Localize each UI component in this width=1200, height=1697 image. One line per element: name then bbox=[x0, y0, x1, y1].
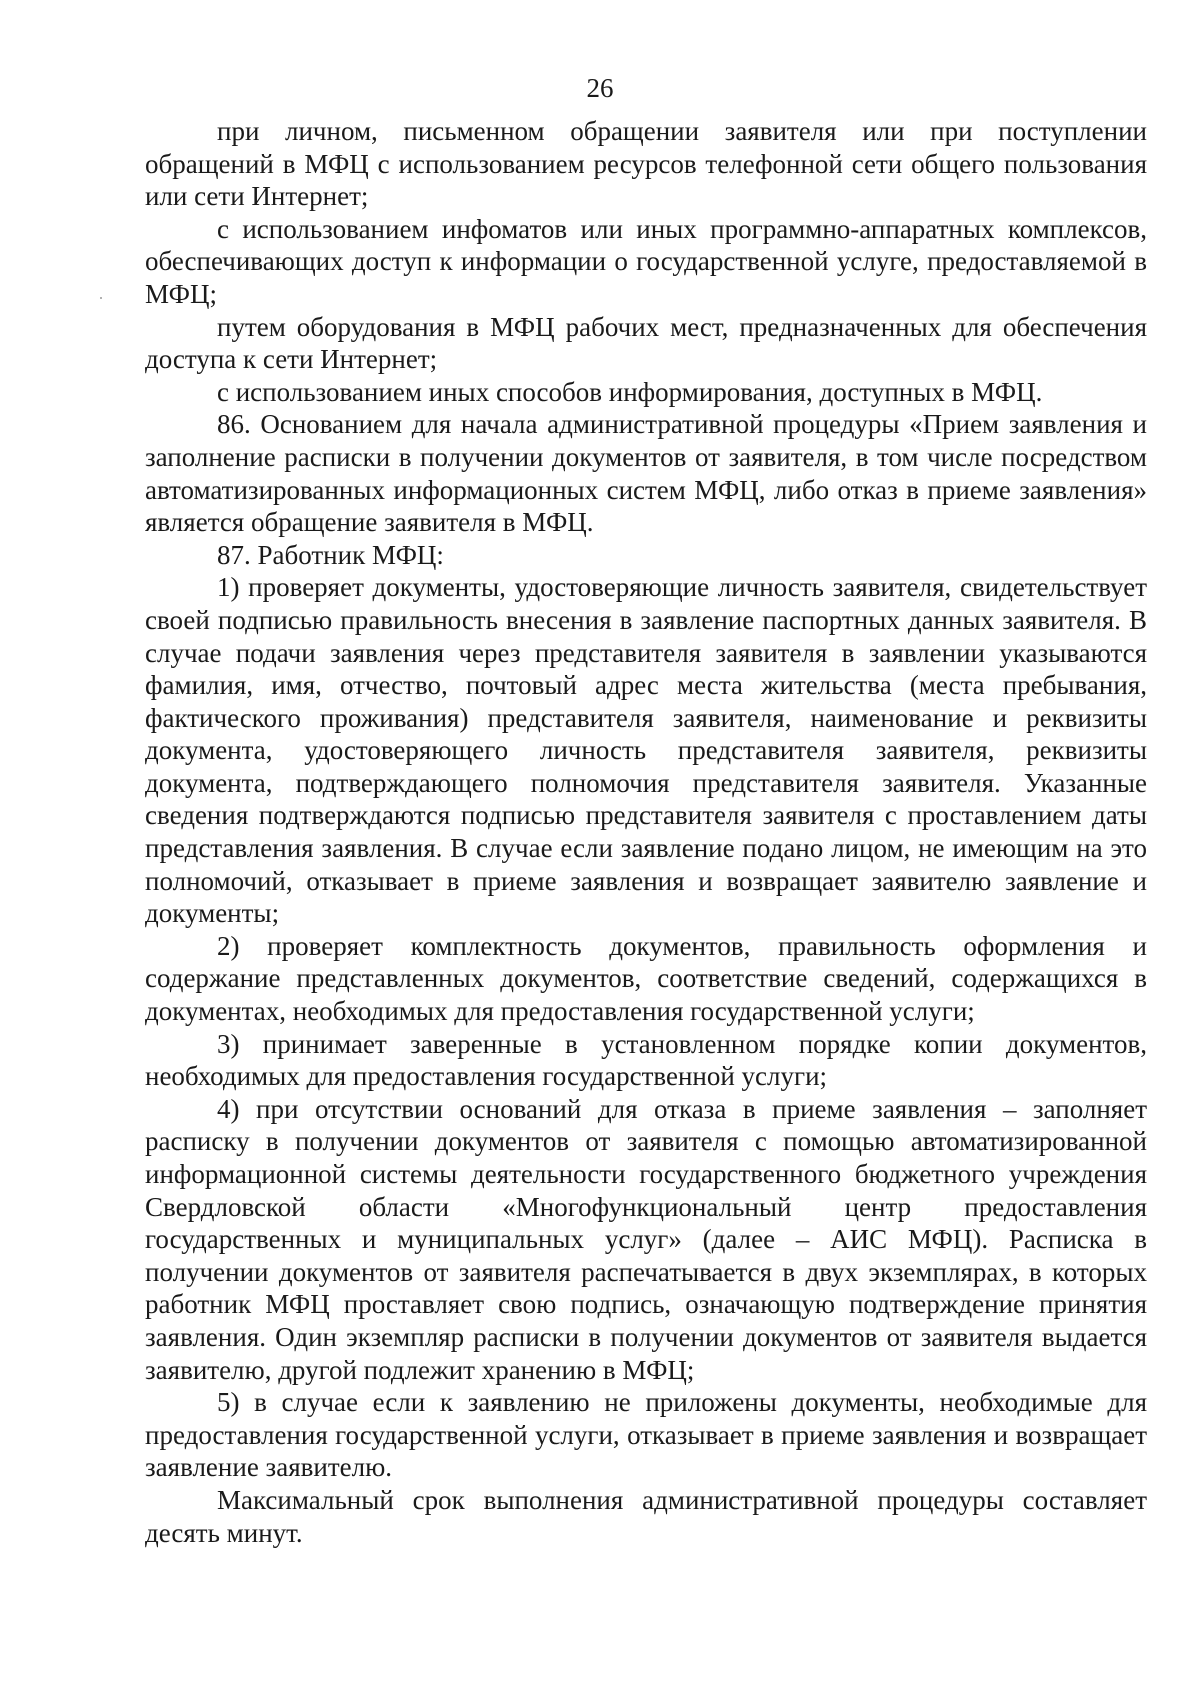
scan-artifact bbox=[100, 297, 102, 299]
paragraph-inform-personal: при личном, письменном обращении заявителя или при поступлении обращений в МФЦ с использованием ресурсов телефонной сети общего пользования или сети Интернет; bbox=[145, 116, 1147, 212]
paragraph-max-term: Максимальный срок выполнения административной процедуры составляет десять минут. bbox=[145, 1484, 1147, 1548]
paragraph-inform-infomats: с использованием инфоматов или иных программно-аппаратных комплексов, обеспечивающих доступ к информации о государственной услуге, предоставляемой в МФЦ; bbox=[145, 213, 1147, 309]
paragraph-87: 87. Работник МФЦ: bbox=[217, 539, 444, 570]
document-body bbox=[145, 115, 1147, 1549]
paragraph-inform-other: с использованием иных способов информирования, доступных в МФЦ. bbox=[217, 376, 1043, 407]
paragraph-86: 86. Основанием для начала административной процедуры «Прием заявления и заполнение расписки в получении документов от заявителя, в том числе посредством автоматизированных информационных систем МФЦ, либо отказ в приеме заявления» является обращение заявителя в МФЦ. bbox=[145, 409, 1147, 538]
list-item-5: 5) в случае если к заявлению не приложены документы, необходимые для предоставления государственной услуги, отказывает в приеме заявления и возвращает заявление заявителю. bbox=[145, 1387, 1147, 1483]
list-item-2: 2) проверяет комплектность документов, правильность оформления и содержание представленных документов, соответствие сведений, содержащихся в документах, необходимых для предоставления государственной услуги; bbox=[145, 930, 1147, 1027]
list-item-3: 3) принимает заверенные в установленном порядке копии документов, необходимых для предоставления государственной услуги; bbox=[145, 1028, 1147, 1092]
paragraph-inform-workplaces: путем оборудования в МФЦ рабочих мест, предназначенных для обеспечения доступа к сети Интернет; bbox=[145, 311, 1147, 375]
list-item-1: 1) проверяет документы, удостоверяющие личность заявителя, свидетельствует своей подписью правильность внесения в заявление паспортных данных заявителя. В случае подачи заявления через представителя заявителя в заявлении указываются фамилия, имя, отчество, почтовый адрес места жительства (места пребывания, фактического проживания) представителя заявителя, наименование и реквизиты документа, удостоверяющего личность представителя заявителя, реквизиты документа, подтверждающего полномочия представителя заявителя. Указанные сведения подтверждаются подписью представителя заявителя с проставлением даты представления заявления. В случае если заявление подано лицом, не имеющим на это полномочий, отказывает в приеме заявления и возвращает заявителю заявление и документы; bbox=[145, 572, 1147, 929]
page-number: 26 bbox=[586, 73, 614, 103]
list-item-4: 4) при отсутствии оснований для отказа в приеме заявления – заполняет расписку в получении документов от заявителя с помощью автоматизированной информационной системы деятельности государственного бюджетного учреждения Свердловской области «Многофункциональный центр предоставления государственных и муниципальных услуг» (далее – АИС МФЦ). Расписка в получении документов от заявителя распечатывается в двух экземплярах, в которых работник МФЦ проставляет свою подпись, означающую подтверждение принятия заявления. Один экземпляр расписки в получении документов от заявителя выдается заявителю, другой подлежит хранению в МФЦ; bbox=[145, 1093, 1147, 1385]
